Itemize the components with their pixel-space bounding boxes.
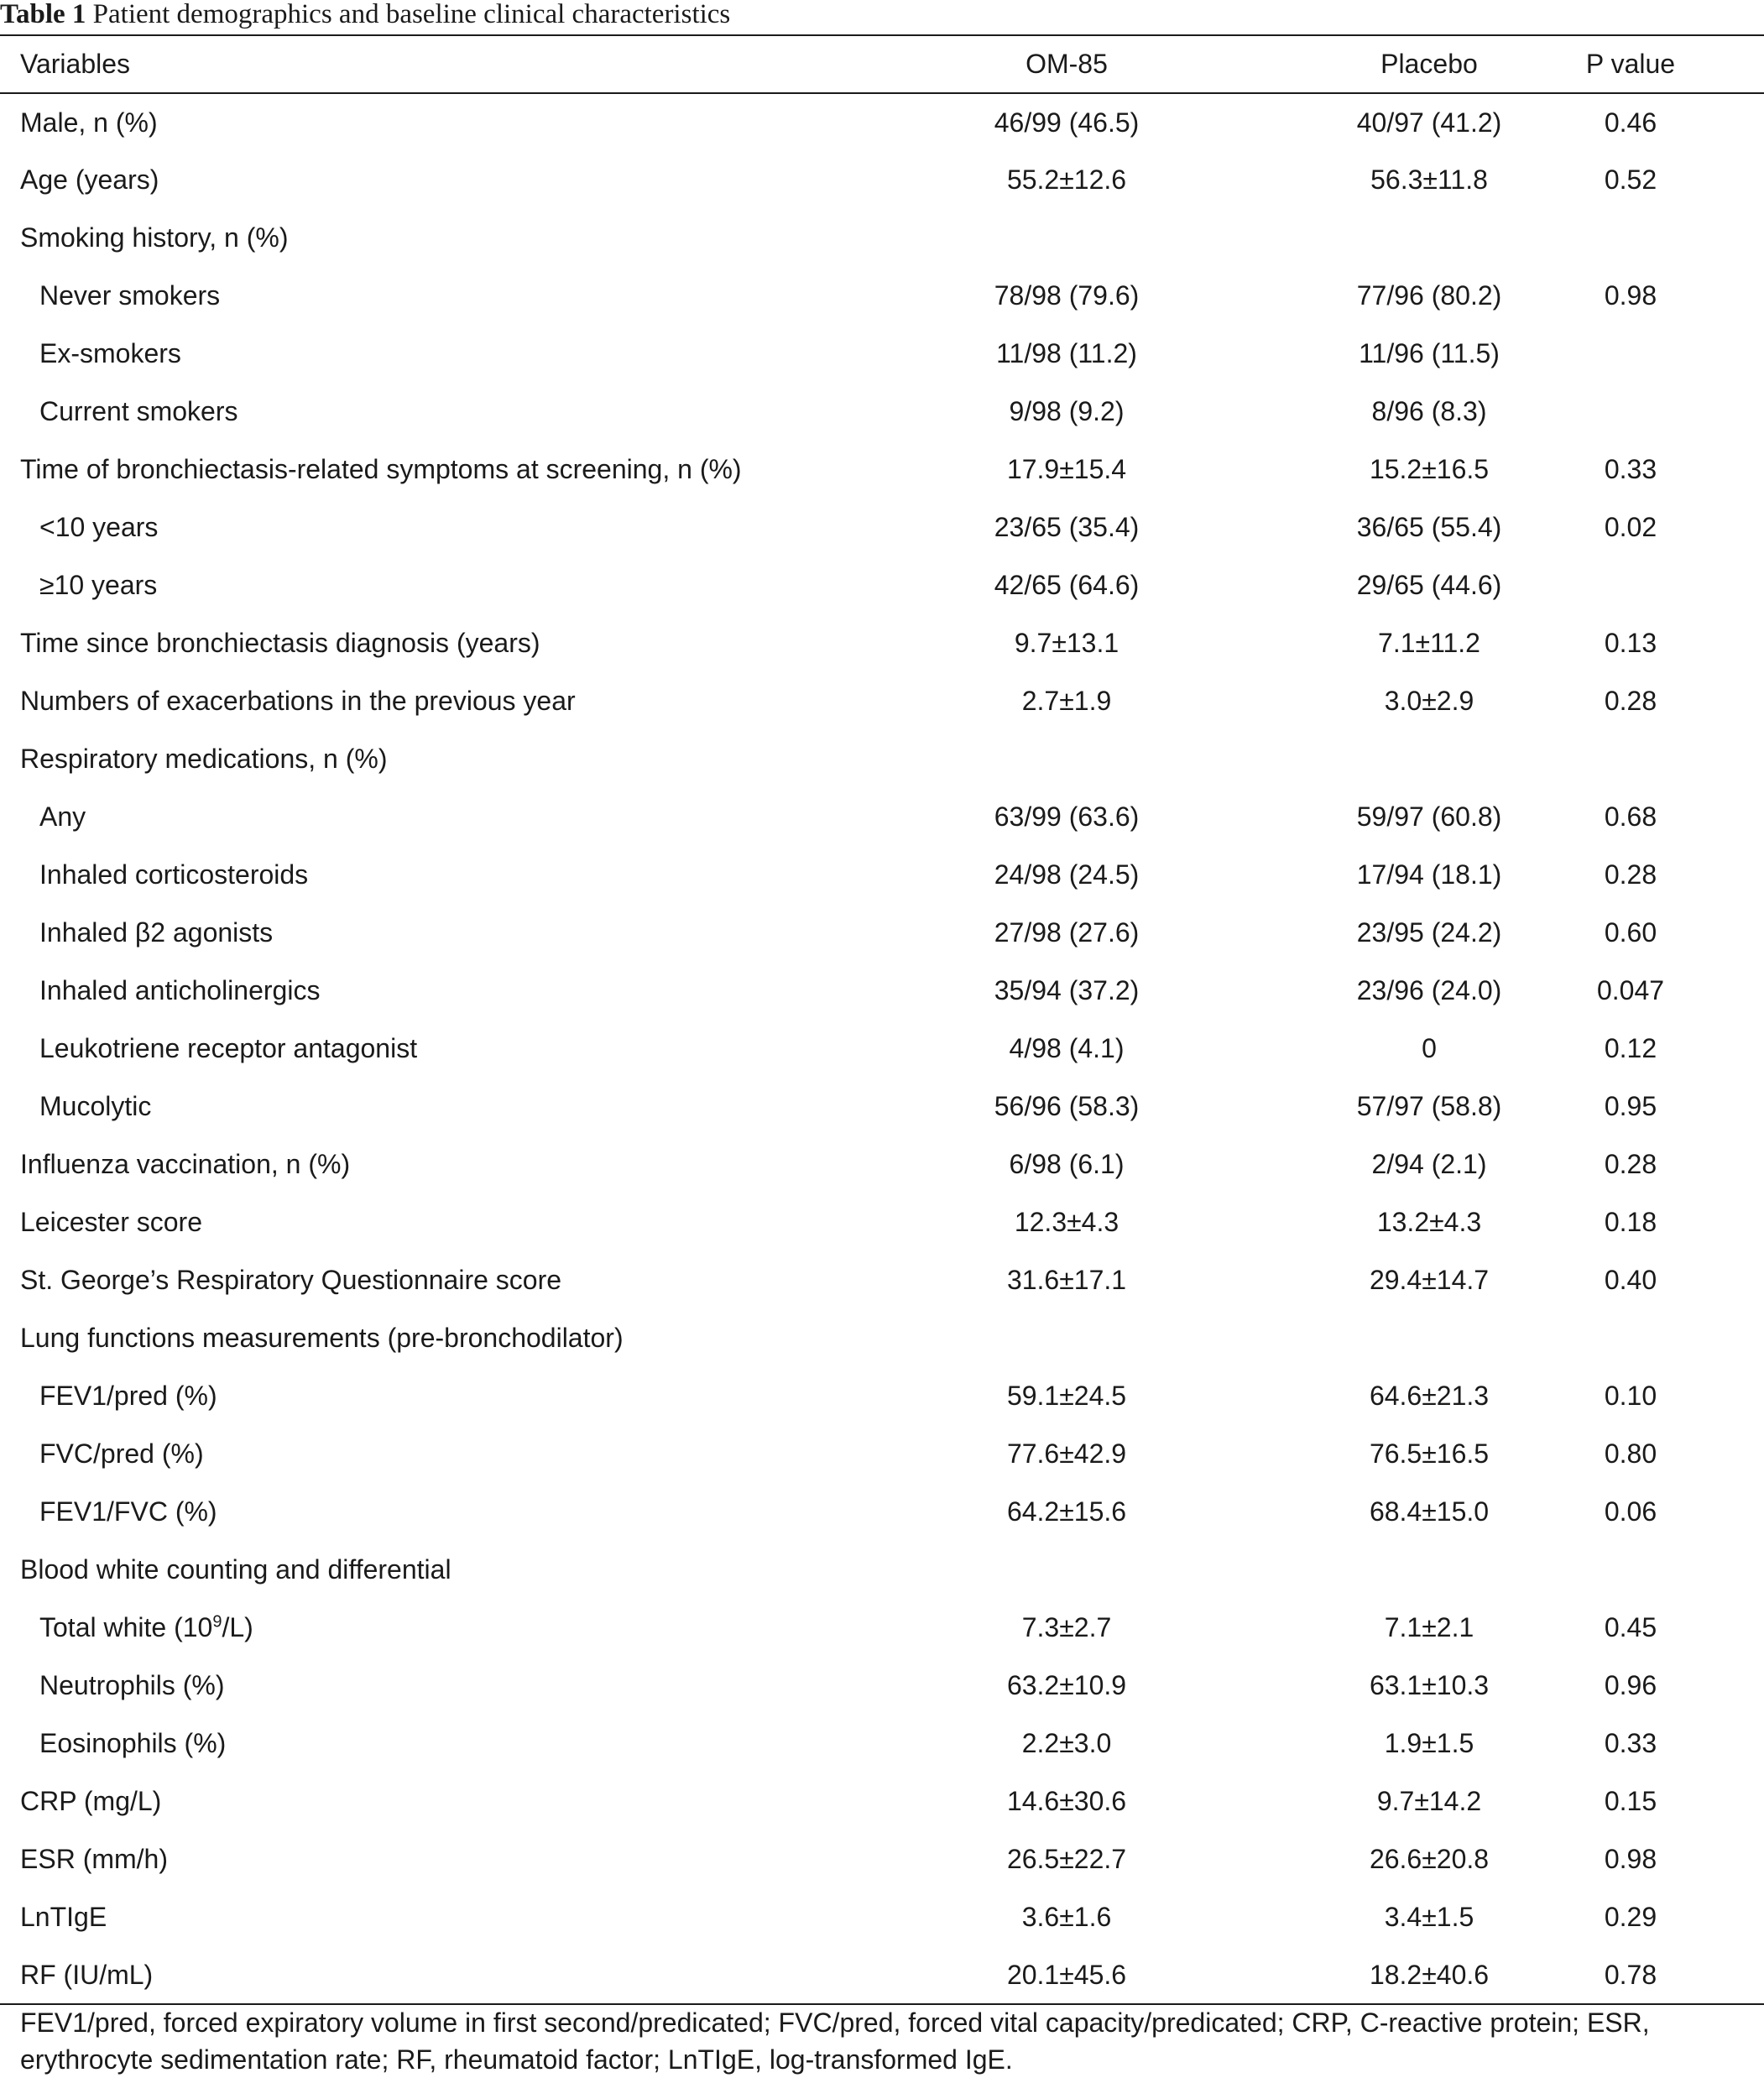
row-label: RF (IU/mL) [0,1946,915,2004]
cell-p-value: 0.28 [1604,1149,1657,1179]
cell-om85 [915,730,1168,788]
cell-om85: 12.3±4.3 [1014,1207,1119,1237]
table-caption-text: Patient demographics and baseline clinical characteristics [92,0,731,29]
cell-placebo: 29.4±14.7 [1369,1265,1490,1295]
cell-om85: 55.2±12.6 [1006,164,1127,195]
cell-placebo: 23/95 (24.2) [1356,917,1502,948]
cell-om85: 56/96 (58.3) [994,1091,1140,1121]
cell-om85: 24/98 (24.5) [994,859,1140,890]
cell-om85: 64.2±15.6 [1006,1496,1127,1527]
table-row [0,1541,1764,1599]
cell-placebo: 77/96 (80.2) [1356,280,1502,311]
row-label: Leukotriene receptor antagonist [39,1033,418,1063]
cell-om85 [915,1309,1168,1367]
cell-om85: 26.5±22.7 [1006,1844,1127,1874]
cell-placebo: 13.2±4.3 [1376,1207,1482,1237]
row-label: Time since bronchiectasis diagnosis (years) [20,628,540,658]
cell-p-value: 0.18 [1604,1207,1657,1237]
row-label: LnTIgE [20,1902,107,1932]
cell-om85: 63.2±10.9 [1006,1670,1127,1700]
header-placebo: Placebo [1168,35,1564,93]
row-label: Inhaled β2 agonists [39,917,274,948]
table-row [0,1309,1764,1367]
cell-placebo: 11/96 (11.5) [1359,338,1500,368]
row-label: Current smokers [39,396,238,426]
table-row [0,614,1764,672]
cell-p-value: 0.68 [1604,801,1657,832]
cell-om85: 14.6±30.6 [1006,1786,1127,1816]
cell-placebo: 2/94 (2.1) [1371,1149,1487,1179]
table-row [0,1078,1764,1136]
cell-placebo [1168,730,1564,788]
cell-placebo [1168,1541,1564,1599]
cell-om85: 2.7±1.9 [1021,686,1112,716]
header-om85: OM-85 [915,35,1168,93]
row-label-unit: /L) [222,1612,253,1642]
cell-p-value: 0.15 [1604,1786,1657,1816]
row-label: FEV1/pred (%) [39,1381,217,1411]
row-label: <10 years [39,512,159,542]
cell-p-value: 0.46 [1604,107,1657,138]
row-label: ESR (mm/h) [20,1844,168,1874]
cell-placebo: 1.9±1.5 [1384,1728,1474,1758]
cell-om85: 17.9±15.4 [1006,454,1127,484]
cell-p-value: 0.10 [1604,1381,1657,1411]
cell-placebo: 56.3±11.8 [1370,164,1488,195]
cell-p-value: 0.33 [1604,1728,1657,1758]
cell-om85: 59.1±24.5 [1006,1381,1127,1411]
table-row [0,1020,1764,1078]
cell-om85: 7.3±2.7 [1021,1612,1112,1642]
cell-om85: 9/98 (9.2) [1009,396,1125,426]
table-row [0,1367,1764,1425]
table-row [0,383,1764,441]
cell-p-value [1564,325,1764,383]
table-row [0,325,1764,383]
table-row [0,788,1764,846]
row-label: St. George’s Respiratory Questionnaire score [20,1265,562,1295]
cell-p-value: 0.047 [1596,975,1665,1005]
row-label: Respiratory medications, n (%) [20,744,388,774]
table-row [0,846,1764,904]
table-row [0,1425,1764,1483]
cell-placebo: 0 [1422,1033,1437,1063]
cell-om85: 3.6±1.6 [1021,1902,1112,1932]
table-row [0,151,1764,209]
table-row [0,1657,1764,1715]
row-label: Never smokers [39,280,221,311]
cell-placebo [1168,209,1564,267]
cell-placebo: 15.2±16.5 [1369,454,1490,484]
cell-placebo: 63.1±10.3 [1369,1670,1490,1700]
cell-p-value: 0.98 [1604,1844,1657,1874]
row-label: Blood white counting and differential [20,1554,451,1585]
cell-om85: 4/98 (4.1) [1009,1033,1125,1063]
cell-p-value: 0.45 [1604,1612,1657,1642]
table-row [0,904,1764,962]
row-label: Time of bronchiectasis-related symptoms at screening, n (%) [20,454,742,484]
row-label: Ex-smokers [39,338,181,368]
table-row [0,93,1764,151]
cell-p-value: 0.60 [1604,917,1657,948]
row-label: Smoking history, n (%) [20,222,289,253]
cell-p-value: 0.28 [1604,859,1657,890]
table-row [0,1251,1764,1309]
table-header-row [0,35,1764,93]
table-row [0,1715,1764,1773]
cell-p-value [1564,209,1764,267]
row-label: Mucolytic [39,1091,152,1121]
demographics-table [0,34,1764,2005]
cell-p-value: 0.95 [1604,1091,1657,1121]
header-variables: Variables [0,35,915,93]
table-row [0,1830,1764,1888]
row-label: Age (years) [20,164,159,195]
cell-om85: 35/94 (37.2) [994,975,1140,1005]
row-label: Inhaled corticosteroids [39,859,309,890]
cell-om85: 31.6±17.1 [1006,1265,1127,1295]
cell-om85 [915,1541,1168,1599]
table-row [0,962,1764,1020]
cell-om85: 11/98 (11.2) [996,338,1137,368]
cell-placebo: 9.7±14.2 [1376,1786,1482,1816]
row-label: Leicester score [20,1207,202,1237]
cell-p-value [1564,1309,1764,1367]
table-row [0,499,1764,556]
table-footnote: FEV1/pred, forced expiratory volume in first second/predicated; FVC/pred, forced vital capacity/predicated; CRP, C-reactive protein; ESR, erythrocyte sedimentation rate; RF, rheumatoid factor; LnTIgE, log-transformed IgE. [20,2008,1650,2075]
row-label: Eosinophils (%) [39,1728,227,1758]
cell-om85: 42/65 (64.6) [994,570,1140,600]
cell-placebo: 7.1±2.1 [1384,1612,1474,1642]
table-row [0,1136,1764,1193]
cell-p-value: 0.28 [1604,686,1657,716]
table-row [0,672,1764,730]
row-label: Numbers of exacerbations in the previous year [20,686,576,716]
cell-p-value [1564,730,1764,788]
cell-placebo: 7.1±11.2 [1378,628,1480,658]
cell-placebo [1168,1309,1564,1367]
table-caption [0,0,730,35]
cell-om85: 46/99 (46.5) [994,107,1140,138]
cell-placebo: 64.6±21.3 [1369,1381,1490,1411]
table-row [0,1773,1764,1830]
table-row [0,267,1764,325]
cell-placebo: 18.2±40.6 [1168,1946,1564,2004]
cell-om85 [915,209,1168,267]
table-row [0,441,1764,499]
cell-placebo: 26.6±20.8 [1369,1844,1490,1874]
cell-p-value: 0.78 [1564,1946,1764,2004]
cell-p-value: 0.33 [1604,454,1657,484]
cell-placebo: 57/97 (58.8) [1356,1091,1502,1121]
cell-placebo: 59/97 (60.8) [1356,801,1502,832]
cell-p-value: 0.12 [1604,1033,1657,1063]
cell-p-value: 0.80 [1604,1438,1657,1469]
row-label: FVC/pred (%) [39,1438,204,1469]
cell-placebo: 8/96 (8.3) [1371,396,1487,426]
cell-p-value: 0.52 [1604,164,1657,195]
cell-p-value [1564,556,1764,614]
cell-placebo: 3.4±1.5 [1384,1902,1474,1932]
cell-p-value: 0.02 [1604,512,1657,542]
cell-om85: 78/98 (79.6) [994,280,1140,311]
cell-om85: 20.1±45.6 [915,1946,1168,2004]
table-row [0,209,1764,267]
table-row [0,556,1764,614]
cell-om85: 23/65 (35.4) [994,512,1140,542]
table-row [0,1193,1764,1251]
row-label: Neutrophils (%) [39,1670,225,1700]
cell-placebo: 68.4±15.0 [1369,1496,1490,1527]
table-row [0,1888,1764,1946]
cell-om85: 9.7±13.1 [1014,628,1119,658]
cell-placebo: 29/65 (44.6) [1356,570,1502,600]
cell-p-value: 0.40 [1604,1265,1657,1295]
cell-p-value: 0.96 [1604,1670,1657,1700]
cell-placebo: 3.0±2.9 [1384,686,1474,716]
cell-placebo: 76.5±16.5 [1369,1438,1490,1469]
row-label: Inhaled anticholinergics [39,975,321,1005]
header-p-value: P value [1564,35,1764,93]
cell-om85: 77.6±42.9 [1006,1438,1127,1469]
row-label: Influenza vaccination, n (%) [20,1149,351,1179]
row-label-superscript: 9 [212,1612,222,1632]
table-row [0,730,1764,788]
cell-p-value: 0.13 [1604,628,1657,658]
cell-placebo: 23/96 (24.0) [1356,975,1502,1005]
row-label: ≥10 years [39,570,158,600]
row-label: Any [39,801,86,832]
cell-om85: 63/99 (63.6) [994,801,1140,832]
cell-placebo: 40/97 (41.2) [1356,107,1502,138]
row-label-main: Total white (10 [39,1612,213,1642]
cell-p-value: 0.06 [1604,1496,1657,1527]
row-label: FEV1/FVC (%) [39,1496,217,1527]
table-row [0,1599,1764,1657]
row-label [0,1599,915,1657]
cell-placebo: 17/94 (18.1) [1356,859,1502,890]
cell-p-value [1564,1541,1764,1599]
cell-p-value: 0.29 [1604,1902,1657,1932]
cell-om85: 2.2±3.0 [1021,1728,1112,1758]
table-row [0,1946,1764,2004]
cell-om85: 27/98 (27.6) [994,917,1140,948]
cell-p-value: 0.98 [1604,280,1657,311]
cell-p-value [1564,383,1764,441]
row-label: Lung functions measurements (pre-bronchodilator) [20,1323,624,1353]
cell-placebo: 36/65 (55.4) [1356,512,1502,542]
table-row [0,1483,1764,1541]
cell-om85: 6/98 (6.1) [1009,1149,1125,1179]
table-caption-label: Table 1 [0,0,86,29]
row-label: Male, n (%) [20,107,158,138]
row-label: CRP (mg/L) [20,1786,162,1816]
